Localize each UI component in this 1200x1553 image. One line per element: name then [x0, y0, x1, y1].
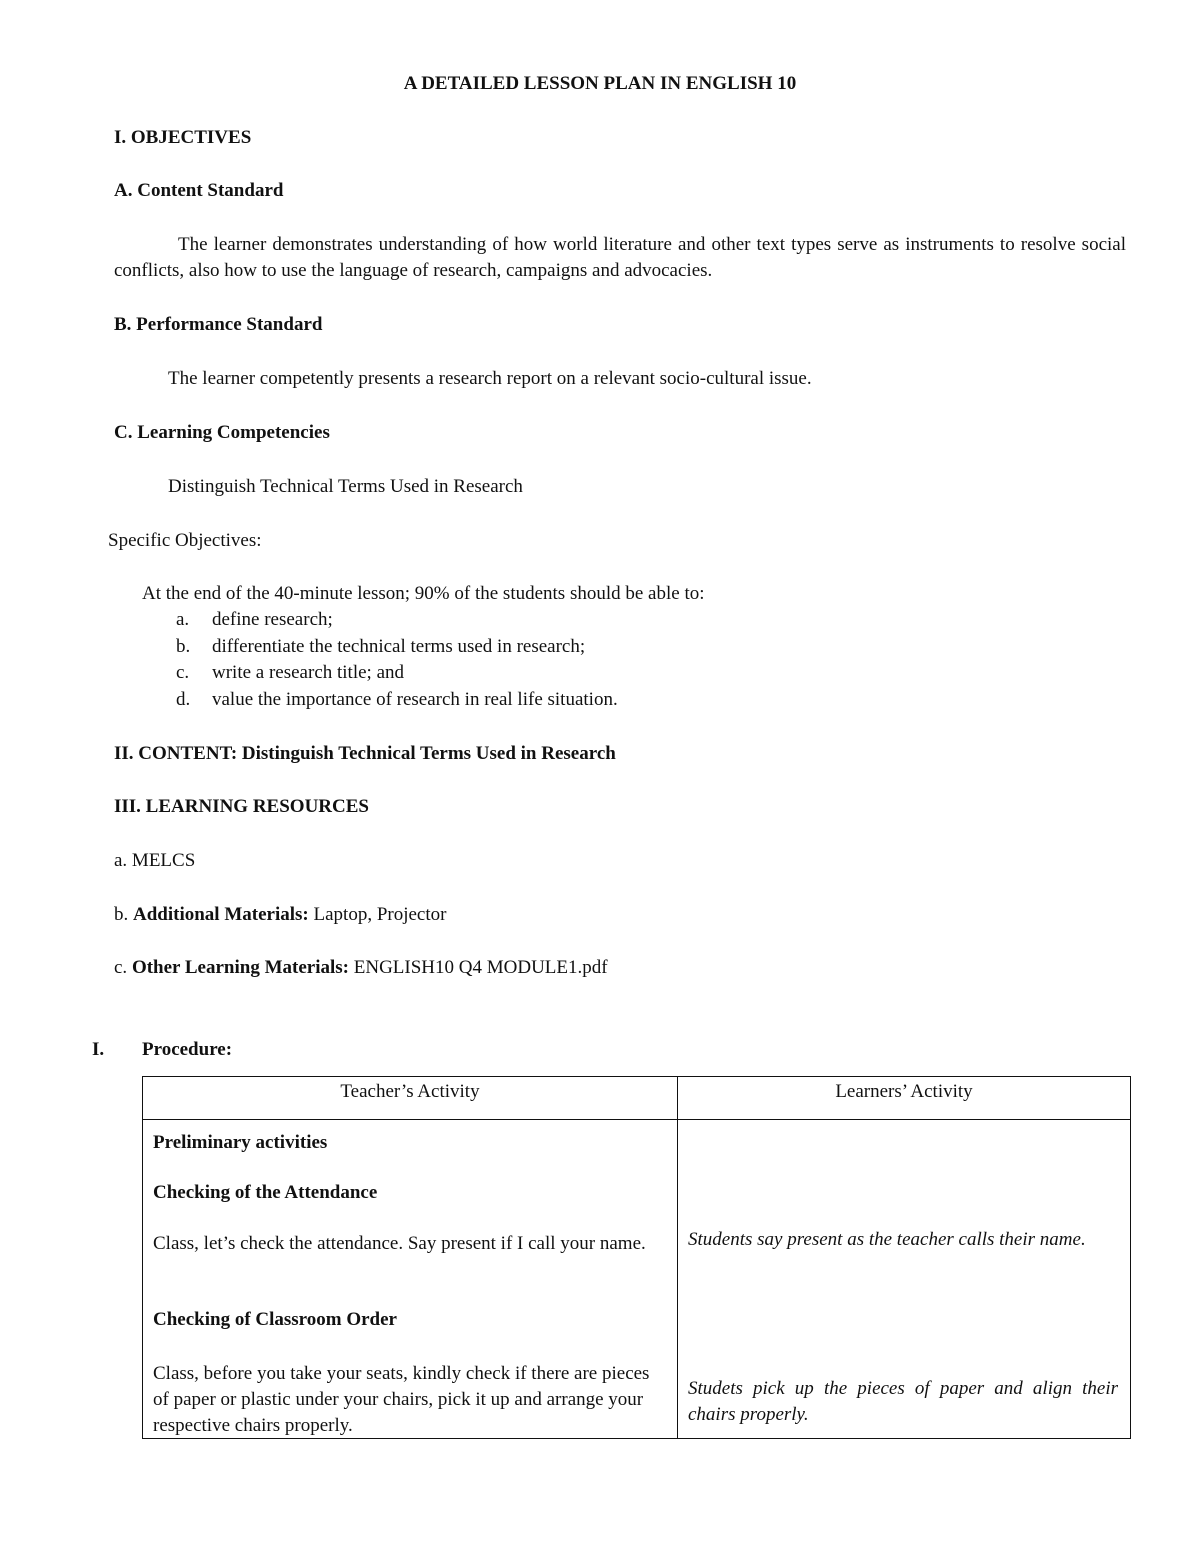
resource-prefix: b.: [114, 904, 133, 925]
column-header-teacher: Teacher’s Activity: [143, 1077, 678, 1120]
preliminary-heading: Preliminary activities: [153, 1132, 328, 1153]
specific-objectives-intro: At the end of the 40-minute lesson; 90% of the students should be able to:: [142, 583, 705, 604]
content-standard-body: The learner demonstrates understanding of how world literature and other text types serve as instruments to resolve social conflicts, also how to use the language of research, campaigns and advocacies.: [114, 234, 1126, 281]
attendance-teacher-text: Class, let’s check the attendance. Say present if I call your name.: [153, 1233, 646, 1254]
column-header-learners: Learners’ Activity: [678, 1077, 1131, 1120]
classroom-order-heading: Checking of Classroom Order: [153, 1309, 397, 1330]
list-item-letter: a.: [176, 609, 190, 630]
learning-competencies-heading: C. Learning Competencies: [114, 422, 330, 443]
list-item-letter: c.: [176, 662, 190, 683]
teacher-activity-cell: [143, 1120, 678, 1439]
document-title: A DETAILED LESSON PLAN IN ENGLISH 10: [403, 73, 797, 94]
resource-label: Other Learning Materials:: [131, 957, 349, 978]
list-item-text: define research;: [212, 609, 333, 630]
list-item-text: differentiate the technical terms used in research;: [212, 636, 586, 657]
procedure-table: [142, 1076, 1131, 1439]
classroom-order-teacher-text: Class, before you take your seats, kindly check if there are pieces of paper or plastic under your chairs, pick it up and arrange your respective chairs properly.: [153, 1363, 650, 1436]
attendance-learners-text: Students say present as the teacher calls their name.: [688, 1229, 1086, 1250]
learners-activity-cell: [678, 1120, 1131, 1439]
resource-other-materials: [114, 955, 608, 981]
resource-label: Additional Materials:: [133, 904, 309, 925]
content-standard-heading: A. Content Standard: [114, 180, 284, 201]
procedure-numeral: I.: [92, 1039, 105, 1060]
classroom-order-learners-text: Studets pick up the pieces of paper and align their chairs properly.: [688, 1378, 1118, 1425]
attendance-heading: Checking of the Attendance: [153, 1182, 378, 1203]
table-header-row: [143, 1077, 1131, 1120]
list-item-text: value the importance of research in real life situation.: [212, 689, 618, 710]
list-item-text: write a research title; and: [212, 662, 405, 683]
learning-resources-heading: III. LEARNING RESOURCES: [114, 796, 369, 817]
resource-additional-materials: [114, 902, 446, 928]
list-item-letter: b.: [176, 636, 191, 657]
learning-competencies-text: Distinguish Technical Terms Used in Research: [168, 476, 523, 497]
content-heading: II. CONTENT: Distinguish Technical Terms Used in Research: [114, 743, 616, 764]
performance-standard-heading: B. Performance Standard: [114, 314, 323, 335]
objectives-heading: I. OBJECTIVES: [114, 127, 252, 148]
content-standard-text: [114, 232, 1126, 284]
procedure-heading: Procedure:: [142, 1039, 233, 1060]
resource-value: Laptop, Projector: [308, 904, 447, 925]
resource-melcs: a. MELCS: [114, 850, 196, 871]
table-row: [143, 1120, 1131, 1439]
resource-value: ENGLISH10 Q4 MODULE1.pdf: [349, 957, 608, 978]
list-item-letter: d.: [176, 689, 191, 710]
performance-standard-text: The learner competently presents a research report on a relevant socio-cultural issue.: [168, 368, 812, 389]
resource-prefix: c.: [114, 957, 132, 978]
specific-objectives-label: Specific Objectives:: [108, 530, 262, 551]
